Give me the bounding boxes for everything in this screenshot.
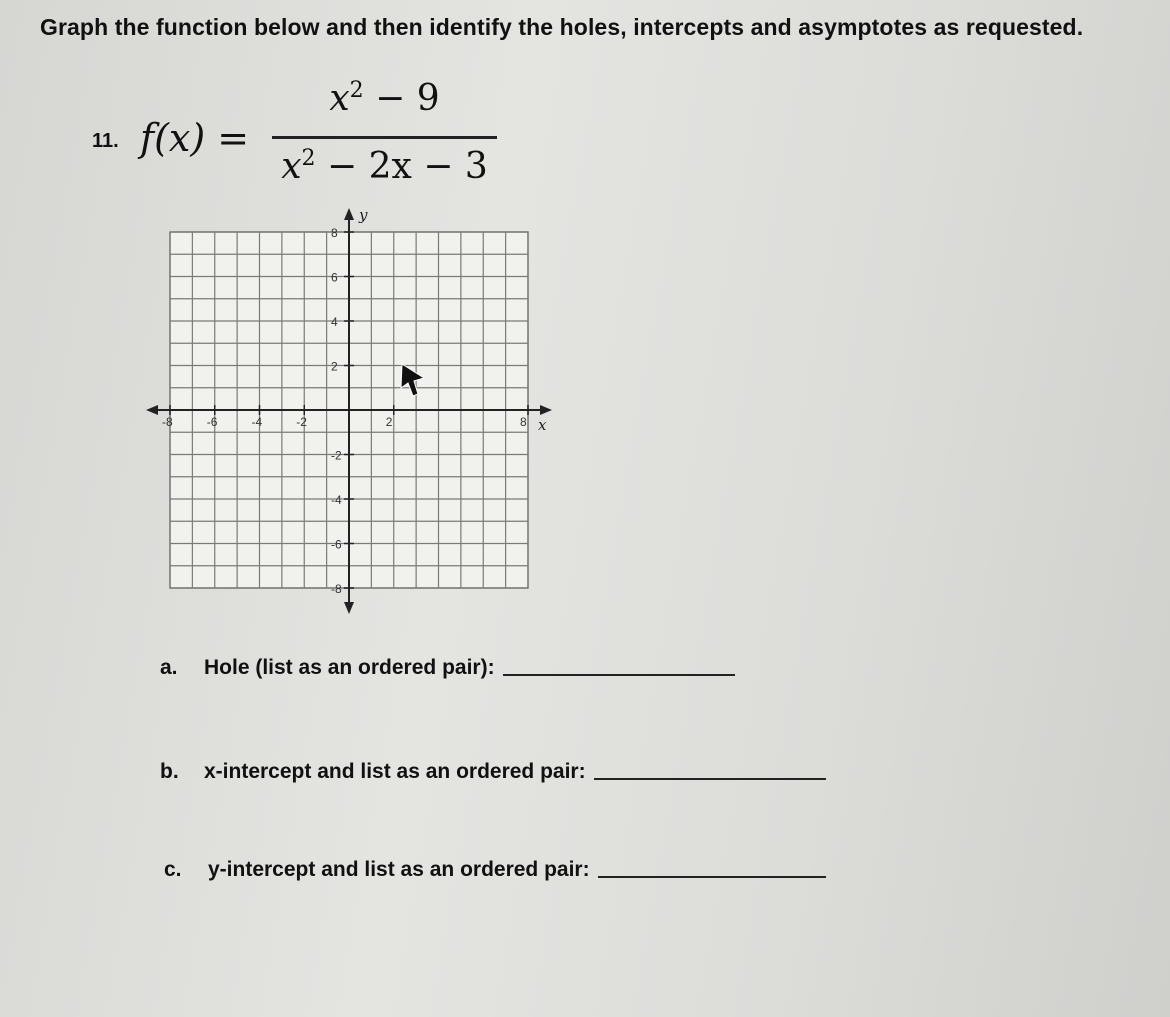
question-y-intercept: c. y-intercept and list as an ordered pair: xyxy=(164,858,826,882)
problem-number: 11. xyxy=(92,130,119,152)
denominator: $x^2 - 2x - 3$ xyxy=(281,146,488,187)
x-tick-label: -8 xyxy=(162,415,173,429)
x-tick-label: -6 xyxy=(206,415,218,429)
y-tick-label: 2 xyxy=(331,359,338,374)
x-tick-label: -4 xyxy=(251,415,263,429)
x-tick-label: 8 xyxy=(520,415,527,429)
y-axis-arrow-up xyxy=(344,208,354,220)
numerator: $x^2 - 9$ xyxy=(329,78,440,119)
question-hole: a. Hole (list as an ordered pair): xyxy=(160,656,735,680)
y-intercept-answer-line[interactable] xyxy=(598,875,826,878)
x-axis-arrow-left xyxy=(146,405,158,415)
x-axis-arrow-right xyxy=(540,405,552,415)
y-tick-label: -8 xyxy=(331,582,342,596)
function-name: f(x) = xyxy=(140,116,250,160)
y-tick-label: 4 xyxy=(331,315,338,329)
y-tick-label: 6 xyxy=(331,270,338,285)
y-axis-arrow-down xyxy=(344,602,354,614)
y-tick-label: -4 xyxy=(331,493,342,507)
x-tick-label: 2 xyxy=(385,415,393,429)
y-tick-label: -2 xyxy=(331,448,342,463)
hole-answer-line[interactable] xyxy=(503,673,735,676)
x-axis-label: x xyxy=(538,416,547,434)
instructions-heading: Graph the function below and then identify the holes, intercepts and asymptotes as requested. xyxy=(40,14,1084,40)
x-intercept-answer-line[interactable] xyxy=(594,777,826,780)
question-x-intercept: b. x-intercept and list as an ordered pair: xyxy=(160,760,826,784)
x-tick-label: -2 xyxy=(296,415,307,429)
y-tick-label: -6 xyxy=(331,537,342,552)
y-tick-label: 8 xyxy=(331,226,338,240)
y-axis-label: y xyxy=(359,206,368,224)
